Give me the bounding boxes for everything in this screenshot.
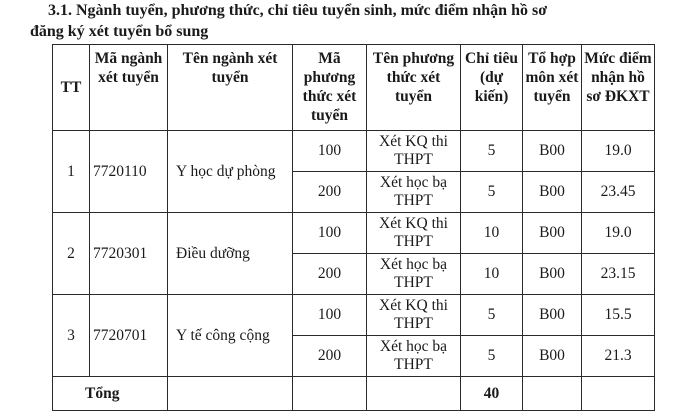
total-empty-cell <box>293 377 367 411</box>
cell-method-code: 100 <box>293 295 367 336</box>
cell-method-name: Xét KQ thi THPT <box>367 213 461 254</box>
cell-quota: 5 <box>461 131 523 172</box>
cell-score: 15.5 <box>582 295 655 336</box>
total-empty-cell <box>367 377 461 411</box>
cell-combo: B00 <box>523 172 582 213</box>
cell-tt: 3 <box>53 295 90 377</box>
cell-score: 19.0 <box>582 131 655 172</box>
table-row <box>53 213 655 254</box>
cell-quota: 5 <box>461 295 523 336</box>
cell-program-code: 7720301 <box>90 213 168 295</box>
total-value: 40 <box>461 377 523 411</box>
header-ten-phuong-thuc: Tên phương thức xét tuyển <box>367 45 461 131</box>
cell-quota: 10 <box>461 213 523 254</box>
cell-method-name: Xét học bạ THPT <box>367 172 461 213</box>
cell-score: 23.45 <box>582 172 655 213</box>
cell-program-name: Y học dự phòng <box>168 131 293 213</box>
cell-program-code: 7720701 <box>90 295 168 377</box>
cell-method-name: Xét học bạ THPT <box>367 254 461 295</box>
header-to-hop: Tổ hợp môn xét tuyển <box>523 45 582 131</box>
cell-quota: 10 <box>461 254 523 295</box>
total-label: Tổng <box>53 377 168 411</box>
header-tt: TT <box>53 45 90 131</box>
cell-method-name: Xét KQ thi THPT <box>367 131 461 172</box>
cell-program-name: Điều dưỡng <box>168 213 293 295</box>
header-ma-nganh: Mã ngành xét tuyển <box>90 45 168 131</box>
total-empty-cell <box>582 377 655 411</box>
header-ma-phuong-thuc: Mã phương thức xét tuyển <box>293 45 367 131</box>
header-muc-diem: Mức điểm nhận hồ sơ ĐKXT <box>582 45 655 131</box>
cell-method-code: 100 <box>293 213 367 254</box>
total-row <box>53 377 655 411</box>
cell-method-name: Xét học bạ THPT <box>367 336 461 377</box>
admission-table <box>52 44 655 411</box>
cell-program-code: 7720110 <box>90 131 168 213</box>
cell-method-code: 100 <box>293 131 367 172</box>
cell-quota: 5 <box>461 336 523 377</box>
table-row <box>53 295 655 336</box>
cell-score: 21.3 <box>582 336 655 377</box>
cell-program-name: Y tế công cộng <box>168 295 293 377</box>
header-chi-tieu: Chỉ tiêu (dự kiến) <box>461 45 523 131</box>
cell-tt: 1 <box>53 131 90 213</box>
cell-combo: B00 <box>523 295 582 336</box>
cell-combo: B00 <box>523 254 582 295</box>
cell-score: 19.0 <box>582 213 655 254</box>
cell-method-name: Xét KQ thi THPT <box>367 295 461 336</box>
heading-line-2: đăng ký xét tuyển bổ sung <box>30 23 209 40</box>
section-heading <box>30 0 690 42</box>
cell-combo: B00 <box>523 131 582 172</box>
header-ten-nganh: Tên ngành xét tuyển <box>168 45 293 131</box>
total-empty-cell <box>523 377 582 411</box>
cell-combo: B00 <box>523 213 582 254</box>
heading-line-1: 3.1. Ngành tuyển, phương thức, chỉ tiêu tuyển sinh, mức điểm nhận hồ sơ <box>48 2 548 19</box>
cell-tt: 2 <box>53 213 90 295</box>
cell-method-code: 200 <box>293 254 367 295</box>
cell-combo: B00 <box>523 336 582 377</box>
total-empty-cell <box>168 377 293 411</box>
cell-score: 23.15 <box>582 254 655 295</box>
cell-quota: 5 <box>461 172 523 213</box>
cell-method-code: 200 <box>293 336 367 377</box>
table-row <box>53 131 655 172</box>
cell-method-code: 200 <box>293 172 367 213</box>
header-row <box>53 45 655 131</box>
